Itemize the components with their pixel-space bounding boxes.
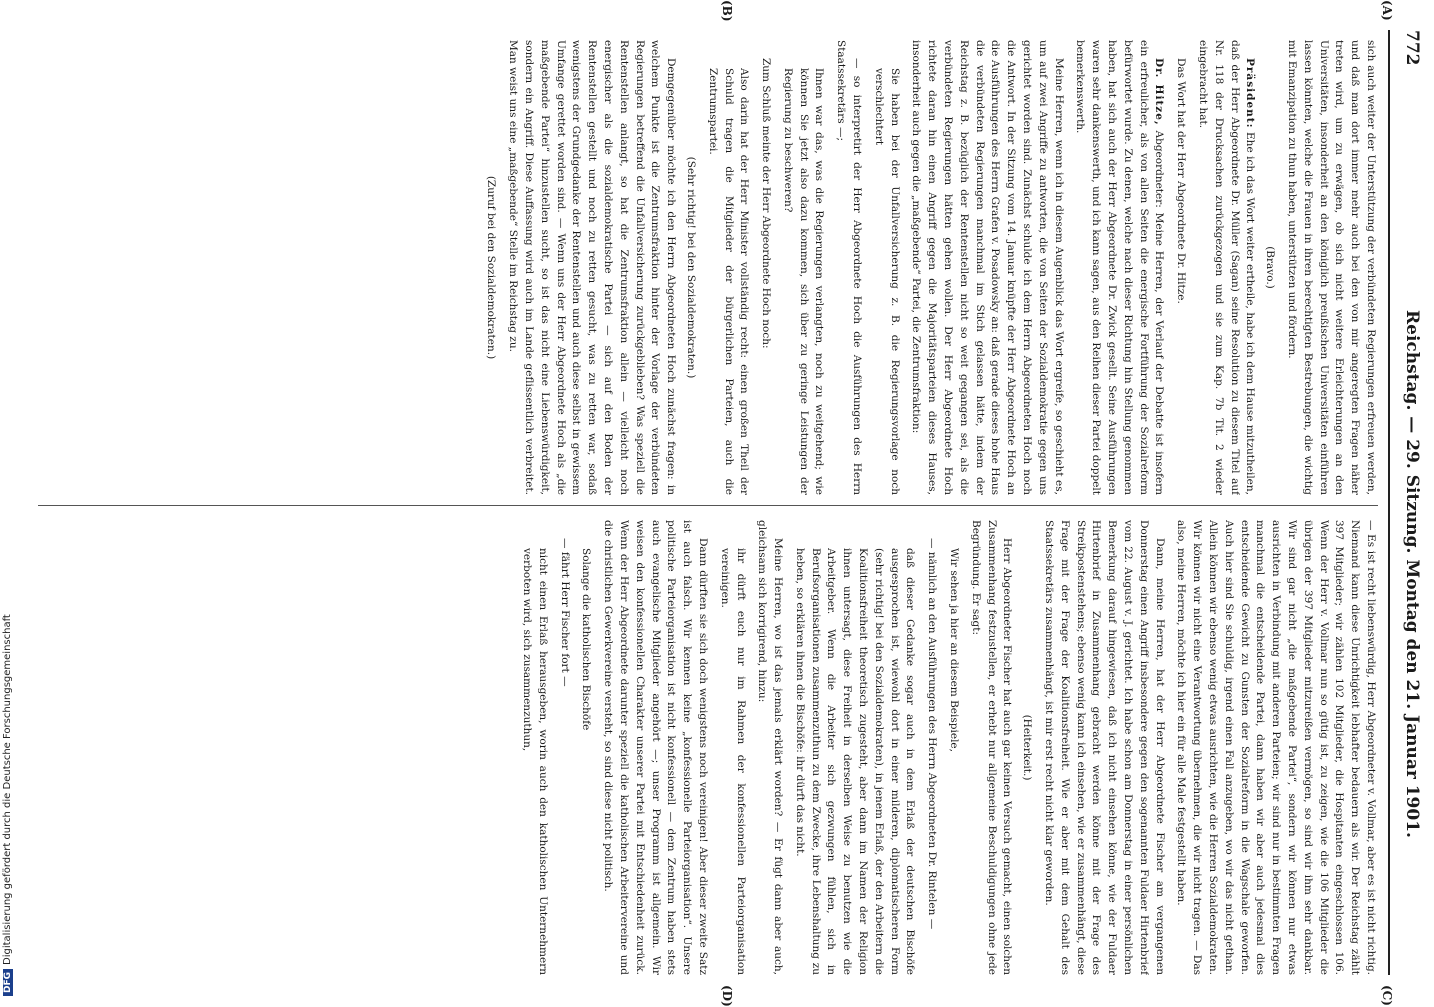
paragraph: — fährt Herr Fischer fort — — [558, 538, 571, 687]
paragraph: Dann dürften sie sich doch wenigstens noch vereinigen! Aber dieser zweite Satz ist auch falsch. Wir kennen keine „konfessionelle Parteiorganisation“. Unsere politische Parteiorganisation ist nicht konfessionell — dem Zentrum haben stets auch evangelische Mitglieder angehört —; unser Programm ist allgemein. Wir weisen den konfessionellen Charakter unserer Partei mit Entschiedenheit zurück. Wenn der Herr Abgeordnete darunter speziell die katholischen Arbeitervereine und die christlichen Gewerkvereine versteht, so sind diese nicht politisch. — [602, 520, 709, 975]
speaker-name: Präsident: — [1244, 58, 1257, 129]
aside: (Sehr richtig! bei den Sozialdemokraten.) — [684, 156, 697, 379]
paragraph: Meine Herren, wenn ich in diesem Augenblick das Wort ergreife, so geschieht es, um auf zwei Angriffe zu antworten, die von Seiten der Sozialdemokratie gegen uns gerichtet worden sind. Zunächst schulde ich dem Herrn Abgeordneten Hoch noch die Antwort. In der Sitzung vom 14. Januar knüpfte der Herr Abgeordnete Hoch an die Ausführungen des Herrn Grafen v. Posadowsky an: daß gerade dieses hohe Haus die verbündeten Regierungen manchmal im Stich gelassen hätte, indem der Reichstag z. B. bezüglich der Rentenstellen nicht so weit gegangen sei, als die verbündeten Regierungen hätten gehen wollen. Der Herr Abgeordnete Hoch richtete daran hin einen Angriff gegen die Majoritätsparteien dieses Hauses, insonderheit auch gegen die „maßgebende“ Partei, die Zentrumsfraktion: — [910, 40, 1065, 495]
quotation: daß dieser Gedanke sogar auch in dem Erlaß der deutschen Bischöfe ausgesprochen ist, wiewohl dort in einer milderen, diplomatischeren Form (sehr richtig! bei den Sozialdemokraten), in jenem Erlaß, der den Arbeitern die Koalitionsfreiheit theoretisch zugesteht, aber dann im Namen der Religion ihnen untersagt, diese Freiheit in derselben Weise zu benutzen wie die Arbeitgeber. Wenn die Arbeiter sich gezwungen fühlen, sich in Berufsorganisationen zusammenzuthun zu dem Zwecke, ihre Lebenshaltung zu heben, so erklären ihnen die Bischöfe: ihr dürft das nicht. — [793, 548, 917, 975]
aside: (Bravo.) — [1264, 246, 1277, 289]
paragraph: Zum Schluß meinte der Herr Abgeordnete Hoch noch: — [760, 58, 773, 349]
page-number: 772 — [1402, 30, 1422, 66]
dfg-logo: DFG — [3, 969, 13, 996]
quotation: Also darin hat der Herr Minister vollständig recht: einen großen Theil der Schuld tragen die Mitglieder der bürgerlichen Parteien, auch die Zentrumspartei. — [706, 68, 751, 495]
aside: (Zuruf bei den Sozialdemokraten.) — [485, 175, 498, 360]
aside: (Heiterkeit.) — [1021, 714, 1034, 781]
speech-text: Abgeordneter: Meine Herren, der Verlauf der Debatte ist insofern ein erfreulicher, als von allen Seiten die energische Fortführung der Sozialreform befürwortet wurde. Zu denen, welche nach dieser Richtung hin Stellung genommen haben, hat sich auch der Herr Abgeordnete Dr. Zwick gesellt. Seine Ausführungen waren sehr dankenswerth, und ich kann sagen, aus den Reihen dieser Partei doppelt bemerkenswerth. — [1074, 40, 1166, 495]
speaker-name: Dr. Hitze, — [1153, 58, 1166, 126]
paragraph: — Es ist recht liebenswürdig, Herr Abgeordneter v. Vollmar, aber es ist nicht richtig. Niemand kann diese Unrichtigkeit lebhafter bedauern als wir. Der Reichstag zählt 397 Mitglieder; wir zählen 102 Mitglieder, die Hospitanten eingeschlossen 106. Wenn der Herr v. Vollmar nun so gütig ist, zu zeigen, wie die 106 Mitglieder die übrigen der 397 Mitglieder mitzureißen vermögen, so sind wir ihm sehr dankbar. Wir sind gar nicht „die maßgebende Partei“, sondern wir können nur etwas ausrichten in Verbindung mit anderen Parteien; wir sind nur in bestimmten Fragen manchmal die entscheidende Partei, dann haben wir aber auch jedesmal dies entscheidende Gewicht zu Gunsten der Sozialreform in die Wagschale geworfen. Auch hier sind Sie schuldig, irgend einen Fall anzugeben, wo wir das nicht gethan. Allein können wir ebenso wenig etwas ausrichten, wie die Herren Sozialdemokraten. Wir können wir nicht eine Verantwortung übernehmen, die wir nicht tragen. — Das also, meine Herren, möchte ich hier ein für alle Male festgestellt haben. — [1175, 520, 1377, 975]
margin-marker-c: (C) — [1380, 985, 1394, 1006]
quotation: Solange die katholischen Bischöfe — [580, 548, 593, 731]
page-header — [1392, 30, 1422, 975]
paragraph: Demgegenüber möchte ich den Herrn Abgeordneten Hoch zunächst fragen: in welchem Punkte ist die Zentrumsfraktion hinter der Vorlage der verbündeten Regierungen betreffend die Unfallversicherung zurückgeblieben? Was speziell die Rentenstellen anlangt, so hat die Zentrumsfraktion allein — vielleicht noch energischer als die sozialdemokratische Partei — sich auf den Boden der Rentenstellen gestellt und noch zu retten gesucht, was zu retten war, sodaß wenigstens der Grundgedanke der Rentenstellen und auch diese selbst in gewissem Umfange gerettet worden sind. — Wenn uns der Herr Abgeordnete Hoch als „die maßgebende Partei“ hinzustellen sucht, so ist das nicht eine Liebenswürdigkeit, sondern ein Angriff. Diese Auffassung wird auch im Lande geflissentlich verbreitet. Man weist uns eine „maßgebende“ Stelle im Reichstag zu. — [507, 40, 678, 495]
margin-marker-a: (A) — [1380, 0, 1394, 21]
paragraph: Das Wort hat der Herr Abgeordnete Dr. Hitze. — [1175, 58, 1188, 304]
digitization-credit — [2, 6, 18, 996]
paragraph: — nämlich an den Ausführungen des Herrn Abgeordneten Dr. Rintelen — — [926, 538, 939, 930]
margin-marker-b: (B) — [720, 0, 734, 22]
speech-text: Ehe ich das Wort weiter ertheile, habe ich dem Hause mitzutheilen, daß der Herr Abgeordnete Dr. Müller (Sagan) seine Resolution zu diesem Titel auf Nr. 118 der Drucksachen zurückgezogen und sie zum Kap. 7b Tit. 2 wieder eingebracht hat. — [1197, 40, 1257, 495]
paragraph: — so interpretirt der Herr Abgeordnete Hoch die Ausführungen des Herrn Staatssekretärs —; — [835, 40, 864, 495]
paragraph: Dann, meine Herren, hat der Herr Abgeordnete Fischer am vergangenen Donnerstag einen Angriff insbesondere gegen den sogenannten Fuldaer Hirtenbrief vom 22. August v. J. gerichtet. Ich habe schon am Donnerstag in einer persönlichen Bemerkung darauf hingewiesen, daß ich nicht einsehen könne, wie der Fuldaer Hirtenbrief in Zusammenhang gebracht werden könne mit der Frage des Streikpostenstehens; ebenso wenig kann ich einsehen, wie er zusammenhängt, diese Frage mit der Frage der Koalitionsfreiheit. Wie er aber mit dem Gehalt des Staatssekretärs zusammenhängt, ist mir erst recht nicht klar geworden. — [1043, 520, 1166, 975]
column-separator — [38, 505, 1378, 506]
paragraph: Herr Abgeordneter Fischer hat auch gar keinen Versuch gemacht, einen solchen Zusammenhang festzustellen, er erhebt nur allgemeine Beschuldigungen ohne jede Begründung. Er sagt: — [969, 520, 1014, 975]
paragraph: sich auch weiter der Unterstützung der verbündeten Regierungen erfreuen werden, und daß man dort immer mehr auch bei den von mir angeregten Fragen näher treten wird, um zu erwägen, ob sich nicht weitere Erleichterungen an den Universitäten, insonderheit an den königlich preußischen Universitäten einführen lassen könnten, welche die Frauen in ihren berechtigten Bestrebungen, die wichtig mit Emanzipation zu thun haben, unterstützen und fördern. — [1286, 40, 1377, 495]
quotation: Wir sehen ja hier an diesem Beispiele, — [948, 548, 961, 752]
credit-text: Digitalisierung gefördert durch die Deutsche Forschungsgemeinschaft — [2, 614, 13, 965]
quotation: Sie haben bei der Unfallversicherung z. B. die Regierungsvorlage noch verschlechtert — [872, 68, 901, 495]
quotation: ihr dürft euch nur im Rahmen der konfessionellen Parteiorganisation vereinigen. — [718, 548, 747, 975]
paragraph — [1072, 40, 1167, 495]
left-column — [38, 40, 1378, 495]
paragraph — [1194, 40, 1257, 495]
margin-marker-d: (D) — [720, 985, 734, 1007]
running-title: Reichstag. — 29. Sitzung. Montag den 21. Januar 1901. — [1402, 310, 1422, 838]
quotation: nicht einen Erlaß herausgeben, worin auch den katholischen Unternehmern verboten wird, sich zusammenzuthun, — [520, 548, 549, 975]
quotation: Ihnen war das, was die Regierungen verlangten, noch zu weitgehend; wie können Sie jetzt also dazu kommen, sich über zu geringe Leistungen der Regierung zu beschweren? — [781, 68, 826, 495]
header-rule — [1388, 30, 1390, 975]
right-column — [38, 520, 1378, 975]
paragraph: Meine Herren, wo ist das jemals erklärt worden? — Er fügt dann aber auch, gleichsam sich korrigirend, hinzu: — [756, 520, 785, 975]
